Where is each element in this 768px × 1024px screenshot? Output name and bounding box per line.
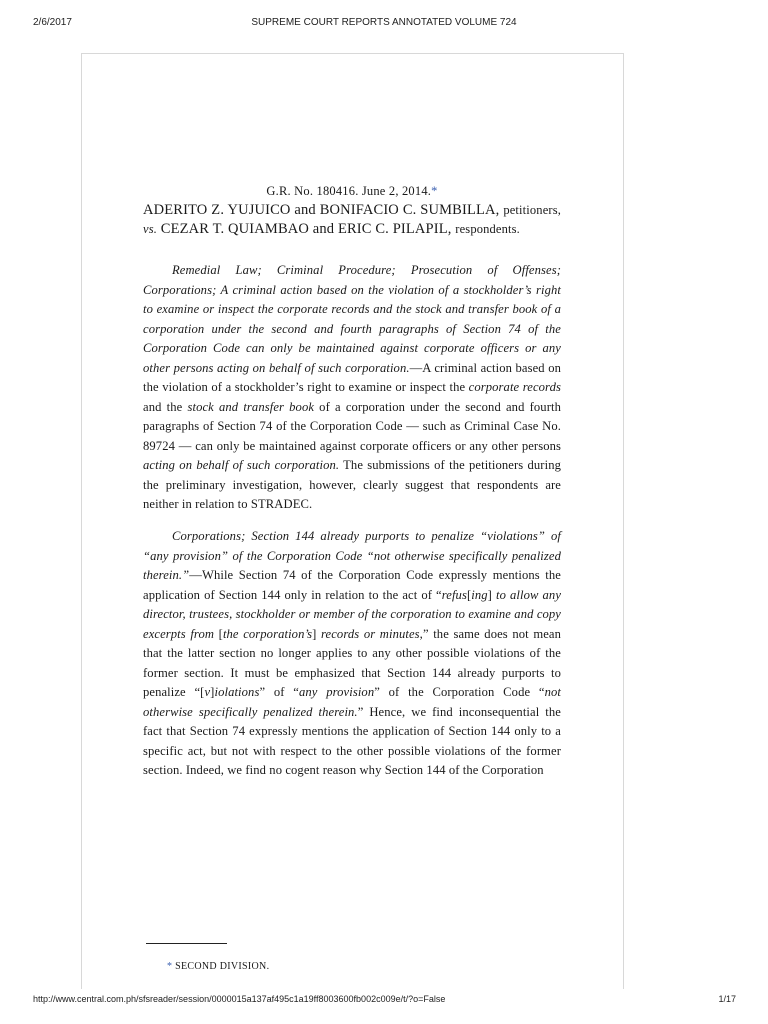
paragraph-italic: v [204, 685, 211, 700]
print-date: 2/6/2017 [33, 17, 72, 28]
print-url: http://www.central.com.ph/sfsreader/session/0000015a137af495c1a19ff8003600fb002c009e/t/?o=False [33, 994, 446, 1004]
syllabus-heading-1: Remedial Law; Criminal Procedure; Prosecution of Offenses; Corporations; A criminal action based on the violation of a stockholder’s right to examine or inspect the corporate records and the stock and transfer book of a corporation under the second and fourth paragraphs of Section 74 of the Corporation Code can only be maintained against corporate officers or any other persons acting on behalf of such corporation. [143, 263, 561, 375]
respondents-names: CEZAR T. QUIAMBAO and ERIC C. PILAPIL, [160, 221, 452, 237]
print-footer [0, 990, 768, 1010]
paragraph-text: ” Hence, we find inconsequential the fact that Section 74 expressly mentions the application of Section 144 only to a specific act, but not with respect to the other possible violations of the former section. Indeed, we find no cogent reason why Section 144 of the Corporation [143, 704, 561, 778]
paragraph-text: of a corporation under the second and fourth paragraphs of Section 74 of the Corporation Code — such as Criminal Case No. 89724 — can only be maintained against corporate officers or any other persons [143, 399, 561, 453]
paragraph-text: [ [466, 587, 472, 602]
paragraph-text: ” of the Corporation Code “ [374, 685, 545, 700]
petitioners-label: petitioners, [503, 203, 562, 217]
footnote-divider [146, 943, 227, 944]
paragraph-text: The submissions of the petitioners during the preliminary investigation, however, clearly suggest that respondents are neither in relation to STRADEC. [143, 458, 561, 511]
document-body [143, 183, 561, 793]
footnote-marker[interactable]: * [167, 961, 173, 972]
paragraph-text: —While Section 74 of the Corporation Code expressly mentions the application of Section 144 only in relation to the act of “ [143, 568, 561, 602]
case-parties [143, 201, 561, 239]
footnote-link[interactable]: * [431, 184, 438, 198]
print-title: SUPREME COURT REPORTS ANNOTATED VOLUME 724 [251, 17, 517, 28]
footnote [167, 961, 269, 972]
respondents-label: respondents. [455, 222, 520, 236]
paragraph-italic: not otherwise specifically penalized therein. [143, 685, 561, 719]
page-counter: 1/17 [718, 994, 736, 1004]
paragraph-italic: the corporation’s [222, 626, 313, 641]
paragraph-italic: records or minutes, [321, 626, 423, 641]
syllabus-heading-2: Corporations; Section 144 already purports to penalize “violations” of “any provision” of the Corporation Code “not otherwise specifically penalized therein.” [143, 529, 561, 583]
paragraph-text: ] [487, 587, 496, 602]
petitioners-names: ADERITO Z. YUJUICO and BONIFACIO C. SUMBILLA, [143, 202, 500, 218]
case-number [143, 183, 561, 199]
paragraph-text: ” the same does not mean that the latter section no longer applies to any other possible violations of the former section. It must be emphasized that Section 144 already purports to penalize “[ [143, 626, 561, 700]
paragraph-italic: iolations [214, 685, 260, 700]
paragraph-text: ] [210, 685, 215, 700]
paragraph-italic: acting on behalf of such corporation. [143, 458, 340, 472]
paragraph-italic: to allow any director, trustees, stockholder or member of the corporation to examine and copy excerpts from [143, 587, 562, 641]
footnote-text: SECOND DIVISION. [175, 961, 270, 972]
paragraph-italic: refus [441, 587, 467, 602]
versus-label: vs. [143, 222, 157, 236]
paragraph-italic: ing [471, 587, 488, 602]
syllabus-paragraph-2 [143, 527, 561, 781]
paragraph-italic: corporate records [468, 380, 561, 394]
paragraph-text: —A criminal action based on the violation of a stockholder’s right to examine or inspect the [143, 360, 562, 394]
paragraph-text: and the [143, 399, 188, 414]
paragraph-italic: stock and transfer book [187, 399, 315, 414]
syllabus-paragraph-1 [143, 261, 561, 515]
case-number-text: G.R. No. 180416. June 2, 2014. [266, 184, 432, 198]
paragraph-italic: any provision [299, 685, 375, 700]
paragraph-text: ” of “ [259, 685, 299, 700]
paragraph-text: [ [214, 626, 223, 641]
paragraph-text: ] [312, 626, 322, 641]
print-header [0, 0, 768, 40]
